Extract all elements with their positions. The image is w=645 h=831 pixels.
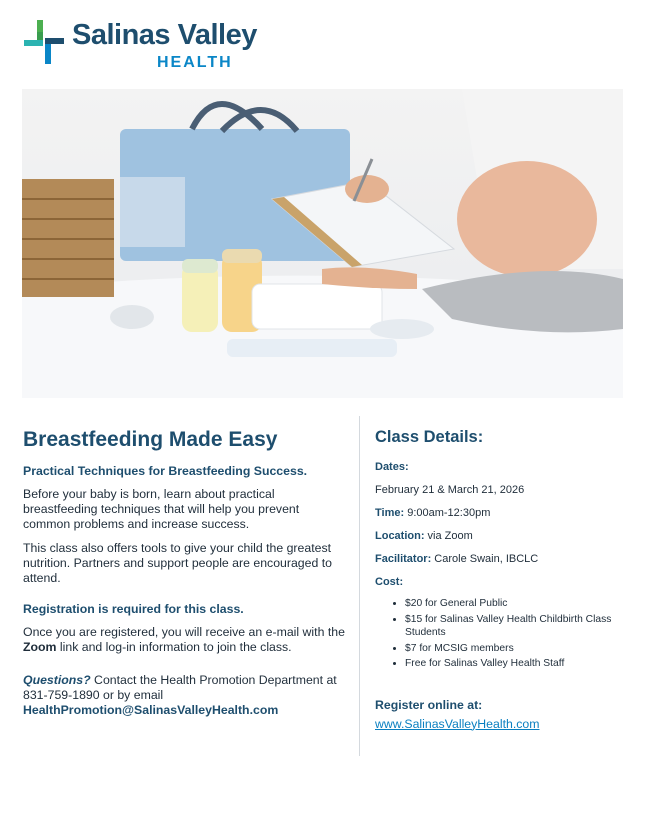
cost-item: • $7 for MCSIG members: [405, 642, 625, 656]
intro-paragraph: Before your baby is born, learn about practical breastfeeding techniques that will help you prevent common problems and increase success.: [23, 487, 300, 531]
cost-item: • Free for Salinas Valley Health Staff: [405, 657, 625, 671]
register-label: Register online at:: [375, 697, 483, 712]
location-row: Location: via Zoom: [375, 530, 473, 542]
column-divider: [359, 416, 360, 756]
cost-item: • $15 for Salinas Valley Health Childbirth Class Students: [405, 613, 625, 640]
questions-paragraph: Questions? Contact the Health Promotion Department at 831-759-1890 or by email HealthPromotion@SalinasValleyHealth.com: [23, 673, 337, 717]
left-column: [23, 428, 345, 727]
zoom-emphasis: Zoom: [23, 640, 57, 654]
dates-value: February 21 & March 21, 2026: [375, 484, 525, 496]
contact-email[interactable]: HealthPromotion@SalinasValleyHealth.com: [23, 703, 279, 717]
brand-name: Salinas Valley: [72, 19, 257, 51]
zoom-paragraph: Once you are registered, you will receive an e-mail with the Zoom link and log-in information to join the class.: [23, 625, 345, 654]
questions-label: Questions?: [23, 673, 91, 687]
registration-notice: Registration is required for this class.: [23, 602, 244, 616]
class-subtitle: Practical Techniques for Breastfeeding Success.: [23, 464, 308, 478]
cost-list: [375, 597, 625, 671]
class-details: [375, 428, 625, 733]
brand-logo: [22, 18, 272, 74]
cost-label: Cost:: [375, 576, 404, 588]
hero-photo: [22, 89, 623, 398]
nutrition-paragraph: This class also offers tools to give your child the greatest nutrition. Partners and support people are encouraged to attend.: [23, 541, 332, 585]
brand-sub: HEALTH: [157, 54, 233, 71]
cost-item: • $20 for General Public: [405, 597, 625, 611]
register-link[interactable]: www.SalinasValleyHealth.com: [375, 716, 540, 731]
time-row: Time: 9:00am-12:30pm: [375, 507, 491, 519]
cross-logo-icon: [22, 18, 66, 66]
facilitator-row: Facilitator: Carole Swain, IBCLC: [375, 553, 539, 565]
details-title: Class Details:: [375, 428, 484, 446]
dates-label: Dates:: [375, 461, 409, 473]
class-title: Breastfeeding Made Easy: [23, 428, 278, 451]
